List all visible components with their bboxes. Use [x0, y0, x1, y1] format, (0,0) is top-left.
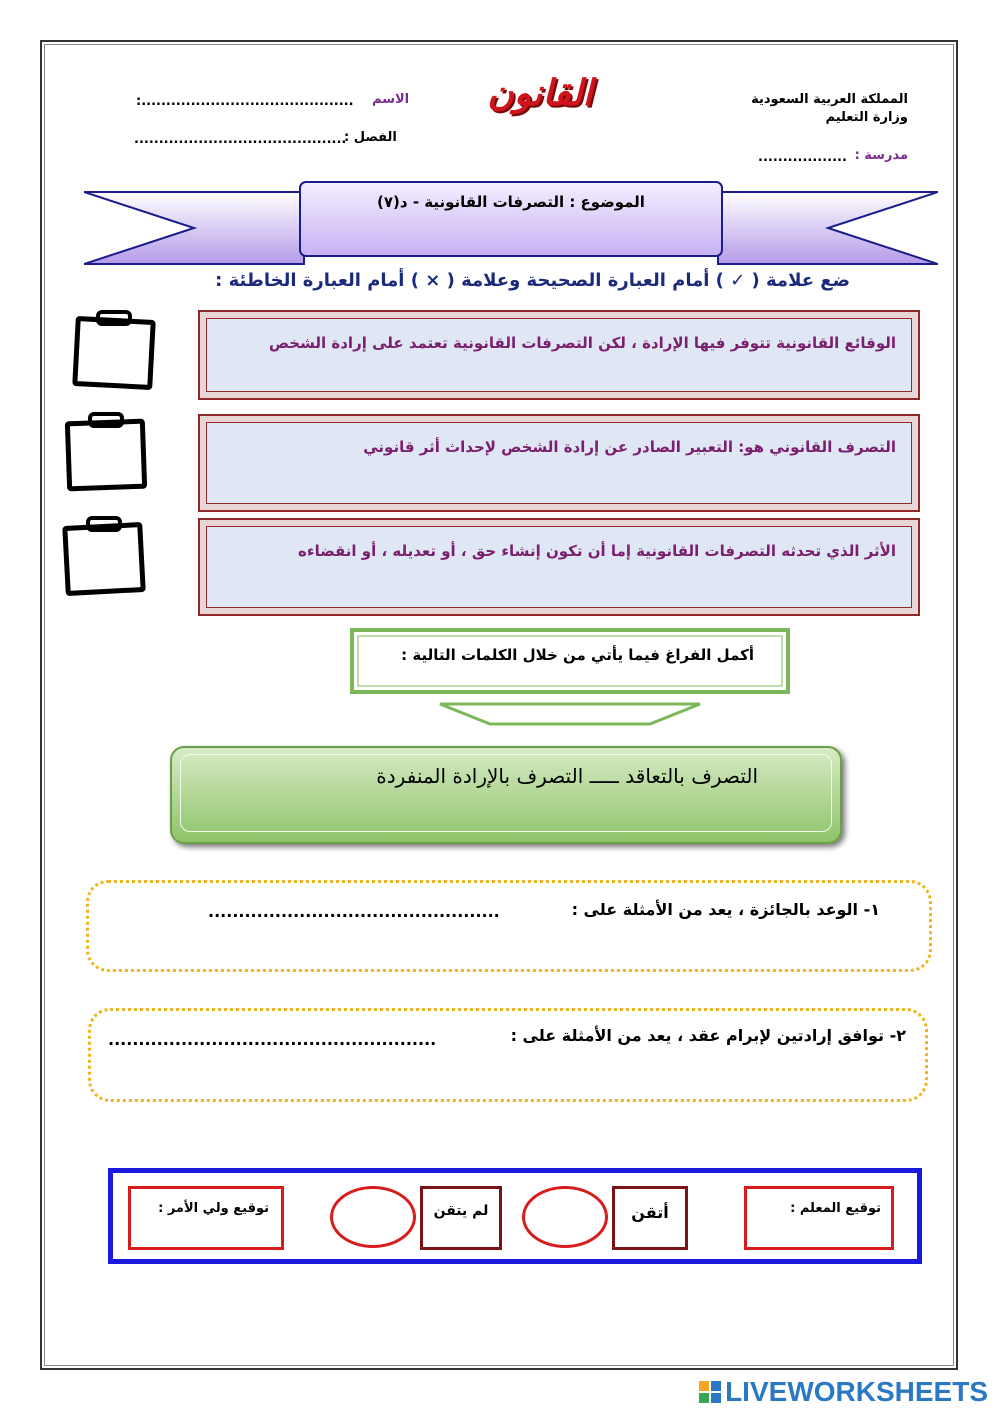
- fill-instruction: أكمل الفراغ فيما يأتي من خلال الكلمات التالية :: [401, 646, 754, 664]
- topic-text: الموضوع : التصرفات القانونية - د(٧): [377, 193, 645, 211]
- teacher-signature-label: توقيع المعلم :: [790, 1201, 881, 1216]
- name-label: الاسم: [372, 92, 410, 107]
- statement-2: التصرف القانوني هو: التعبير الصادر عن إرادة الشخص لإحداث أثر قانوني: [363, 438, 896, 456]
- word-bank-text: التصرف بالتعاقد ـــــ التصرف بالإرادة المنفردة: [376, 764, 758, 788]
- school-blank[interactable]: ..................: [758, 150, 847, 165]
- guardian-signature-box[interactable]: [128, 1186, 284, 1250]
- question-2-blank[interactable]: ......................................................: [108, 1030, 437, 1049]
- question-box-2: [88, 1008, 928, 1102]
- class-label: الفصل :: [344, 130, 397, 145]
- mastered-mark-circle[interactable]: [522, 1186, 608, 1248]
- statement-box-2: [198, 414, 920, 512]
- statement-1: الوقائع القانونية تتوفر فيها الإرادة ، لكن التصرفات القانونية تعتمد على إرادة الشخص: [268, 334, 896, 352]
- teacher-signature-box[interactable]: [744, 1186, 894, 1250]
- watermark-text: LIVEWORKSHEETS: [725, 1376, 988, 1407]
- question-1-blank[interactable]: ................................................: [208, 902, 500, 921]
- question-box-1: [86, 880, 932, 972]
- logo-grid-icon: [699, 1381, 721, 1403]
- school-label: مدرسة :: [854, 148, 908, 163]
- question-2-text: ٢- توافق إرادتين لإبرام عقد ، يعد من الأمثلة على :: [510, 1026, 906, 1045]
- word-bank-box: [170, 746, 842, 844]
- question-1-text: ١- الوعد بالجائزة ، يعد من الأمثلة على :: [571, 900, 880, 919]
- statement-box-3: [198, 518, 920, 616]
- not-mastered-label: لم يتقن: [433, 1203, 489, 1219]
- tf-instruction: ضع علامة ( ✓ ) أمام العبارة الصحيحة وعلامة ( × ) أمام العبارة الخاطئة :: [215, 270, 850, 291]
- kingdom-label: المملكة العربية السعودية: [751, 92, 908, 107]
- ministry-label: وزارة التعليم: [825, 110, 908, 125]
- class-field[interactable]: ...........................................: [134, 132, 347, 147]
- mastered-label: أتقن: [631, 1203, 669, 1222]
- down-arrow-icon: [350, 628, 792, 728]
- mastered-box: [612, 1186, 688, 1250]
- statement-3: الأثر الذي تحدثه التصرفات القانونية إما أن تكون إنشاء حق ، أو تعديله ، أو انقضاءه: [298, 542, 896, 560]
- liveworksheets-logo: [699, 1376, 988, 1408]
- worksheet-title: القانون: [487, 72, 593, 114]
- statement-box-1: [198, 310, 920, 400]
- not-mastered-box: [420, 1186, 502, 1250]
- name-field[interactable]: :...........................................: [136, 94, 354, 109]
- guardian-signature-label: توقيع ولي الأمر :: [158, 1201, 269, 1216]
- not-mastered-mark-circle[interactable]: [330, 1186, 416, 1248]
- topic-ribbon: [84, 178, 938, 270]
